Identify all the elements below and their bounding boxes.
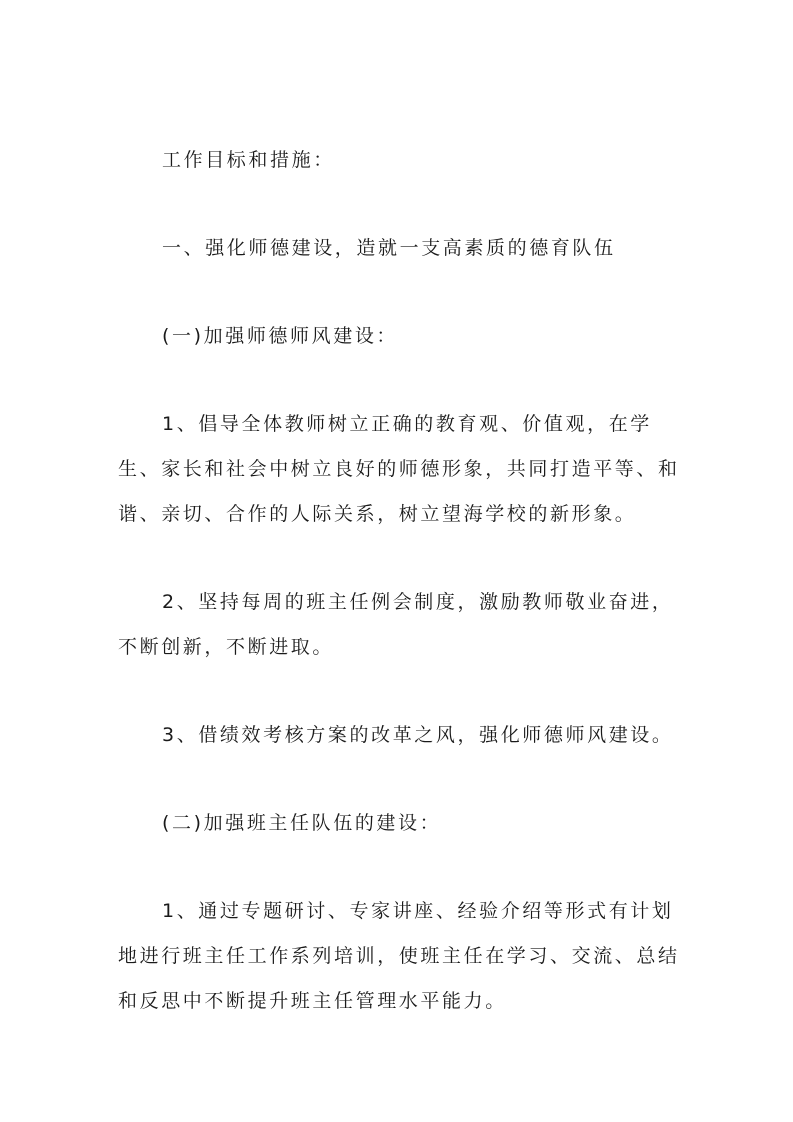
- section-heading: 工作目标和措施：: [162, 149, 335, 171]
- body-paragraph: 2、坚持每周的班主任例会制度，激励教师敬业奋进，不断创新，不断进取。: [118, 591, 674, 658]
- subsection-heading: (二)加强班主任队伍的建设：: [162, 812, 442, 834]
- subsection-heading: (一)加强师德师风建设：: [162, 325, 399, 347]
- body-paragraph: 1、通过专题研讨、专家讲座、经验介绍等形式有计划地进行班主任工作系列培训，使班主任在学习、交流、总结和反思中不断提升班主任管理水平能力。: [118, 900, 680, 1012]
- document-body: [118, 138, 688, 1067]
- section-heading: 一、强化师德建设，造就一支高素质的德育队伍: [162, 237, 616, 259]
- body-paragraph: 1、倡导全体教师树立正确的教育观、价值观，在学生、家长和社会中树立良好的师德形象，共同打造平等、和谐、亲切、合作的人际关系，树立望海学校的新形象。: [118, 413, 680, 525]
- body-paragraph: 3、借绩效考核方案的改革之风，强化师德师风建设。: [162, 724, 674, 746]
